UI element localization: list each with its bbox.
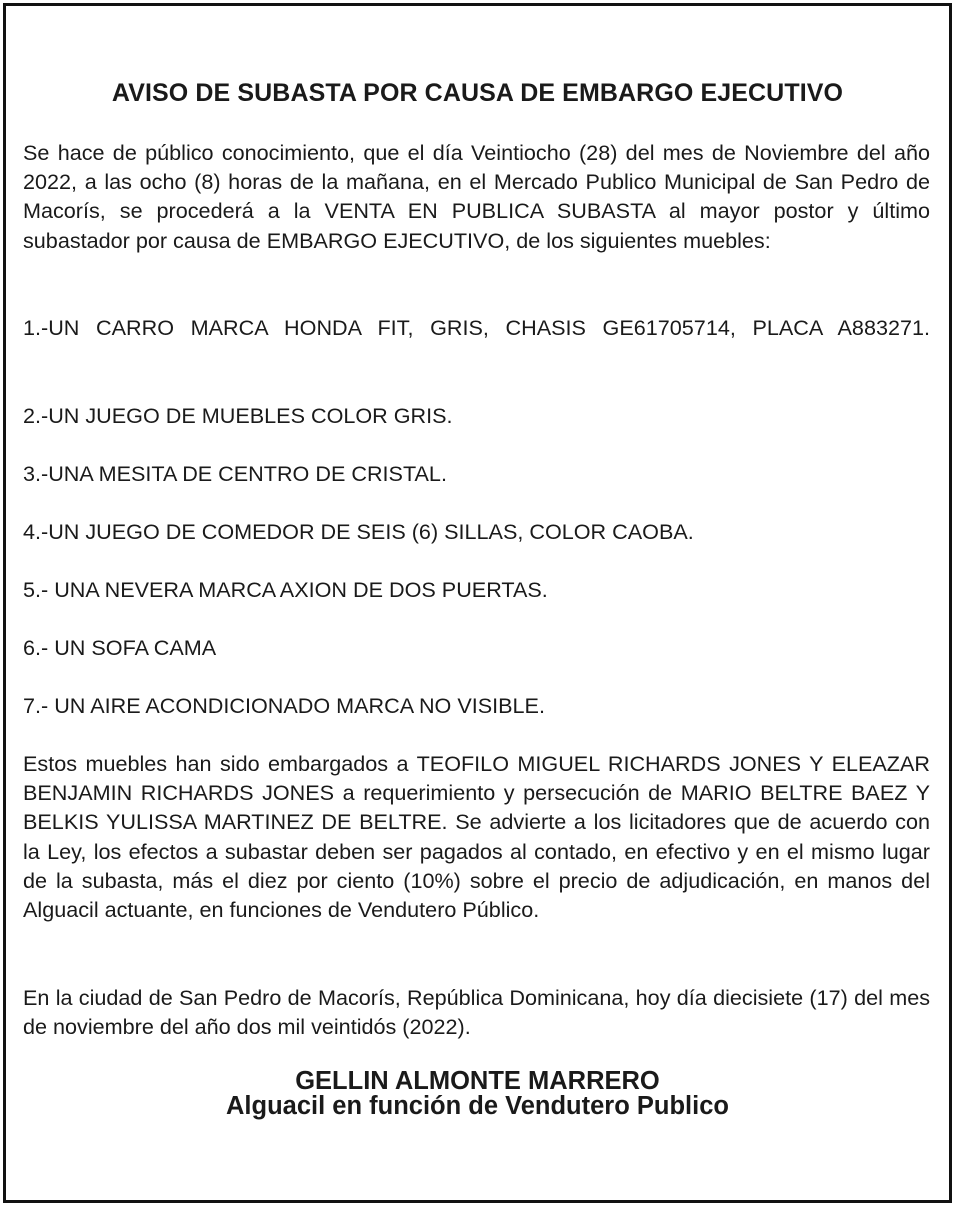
notice-title: AVISO DE SUBASTA POR CAUSA DE EMBARGO EJECUTIVO — [111, 79, 844, 107]
auction-notice — [3, 3, 952, 1203]
list-item: 5.- UNA NEVERA MARCA AXION DE DOS PUERTAS. — [23, 577, 548, 602]
intro-paragraph: Se hace de público conocimiento, que el día Veintiocho (28) del mes de Noviembre del año 2022, a las ocho (8) horas de la mañana, en el Mercado Publico Municipal de San Pedro de Macorís, se procederá a la VENTA EN PUBLICA SUBASTA al mayor postor y último subastador por causa de EMBARGO EJECUTIVO, de los siguientes muebles: — [23, 140, 930, 253]
list-item: 6.- UN SOFA CAMA — [23, 635, 217, 660]
list-item: 2.-UN JUEGO DE MUEBLES COLOR GRIS. — [23, 403, 453, 428]
closing-paragraph: En la ciudad de San Pedro de Macorís, República Dominicana, hoy día diecisiete (17) del mes de noviembre del año dos mil veintidós (2022). — [23, 985, 930, 1040]
list-item: 3.-UNA MESITA DE CENTRO DE CRISTAL. — [23, 461, 447, 486]
signatory-role: Alguacil en función de Vendutero Publico — [226, 1092, 729, 1120]
seizure-paragraph: Estos muebles han sido embargados a TEOFILO MIGUEL RICHARDS JONES Y ELEAZAR BENJAMIN RICHARDS JONES a requerimiento y persecución de MARIO BELTRE BAEZ Y BELKIS YULISSA MARTINEZ DE BELTRE. Se advierte a los licitadores que de acuerdo con la Ley, los efectos a subastar deben ser pagados al contado, en efectivo y en el mismo lugar de la subasta, más el diez por ciento (10%) sobre el precio de adjudicación, en manos del Alguacil actuante, en funciones de Vendutero Público. — [23, 751, 930, 923]
list-item: 4.-UN JUEGO DE COMEDOR DE SEIS (6) SILLAS, COLOR CAOBA. — [23, 519, 694, 544]
signatory-name: GELLIN ALMONTE MARRERO — [295, 1067, 660, 1095]
list-item: 7.- UN AIRE ACONDICIONADO MARCA NO VISIBLE. — [23, 693, 545, 718]
list-item: 1.-UN CARRO MARCA HONDA FIT, GRIS, CHASIS GE61705714, PLACA A883271. — [23, 315, 930, 340]
